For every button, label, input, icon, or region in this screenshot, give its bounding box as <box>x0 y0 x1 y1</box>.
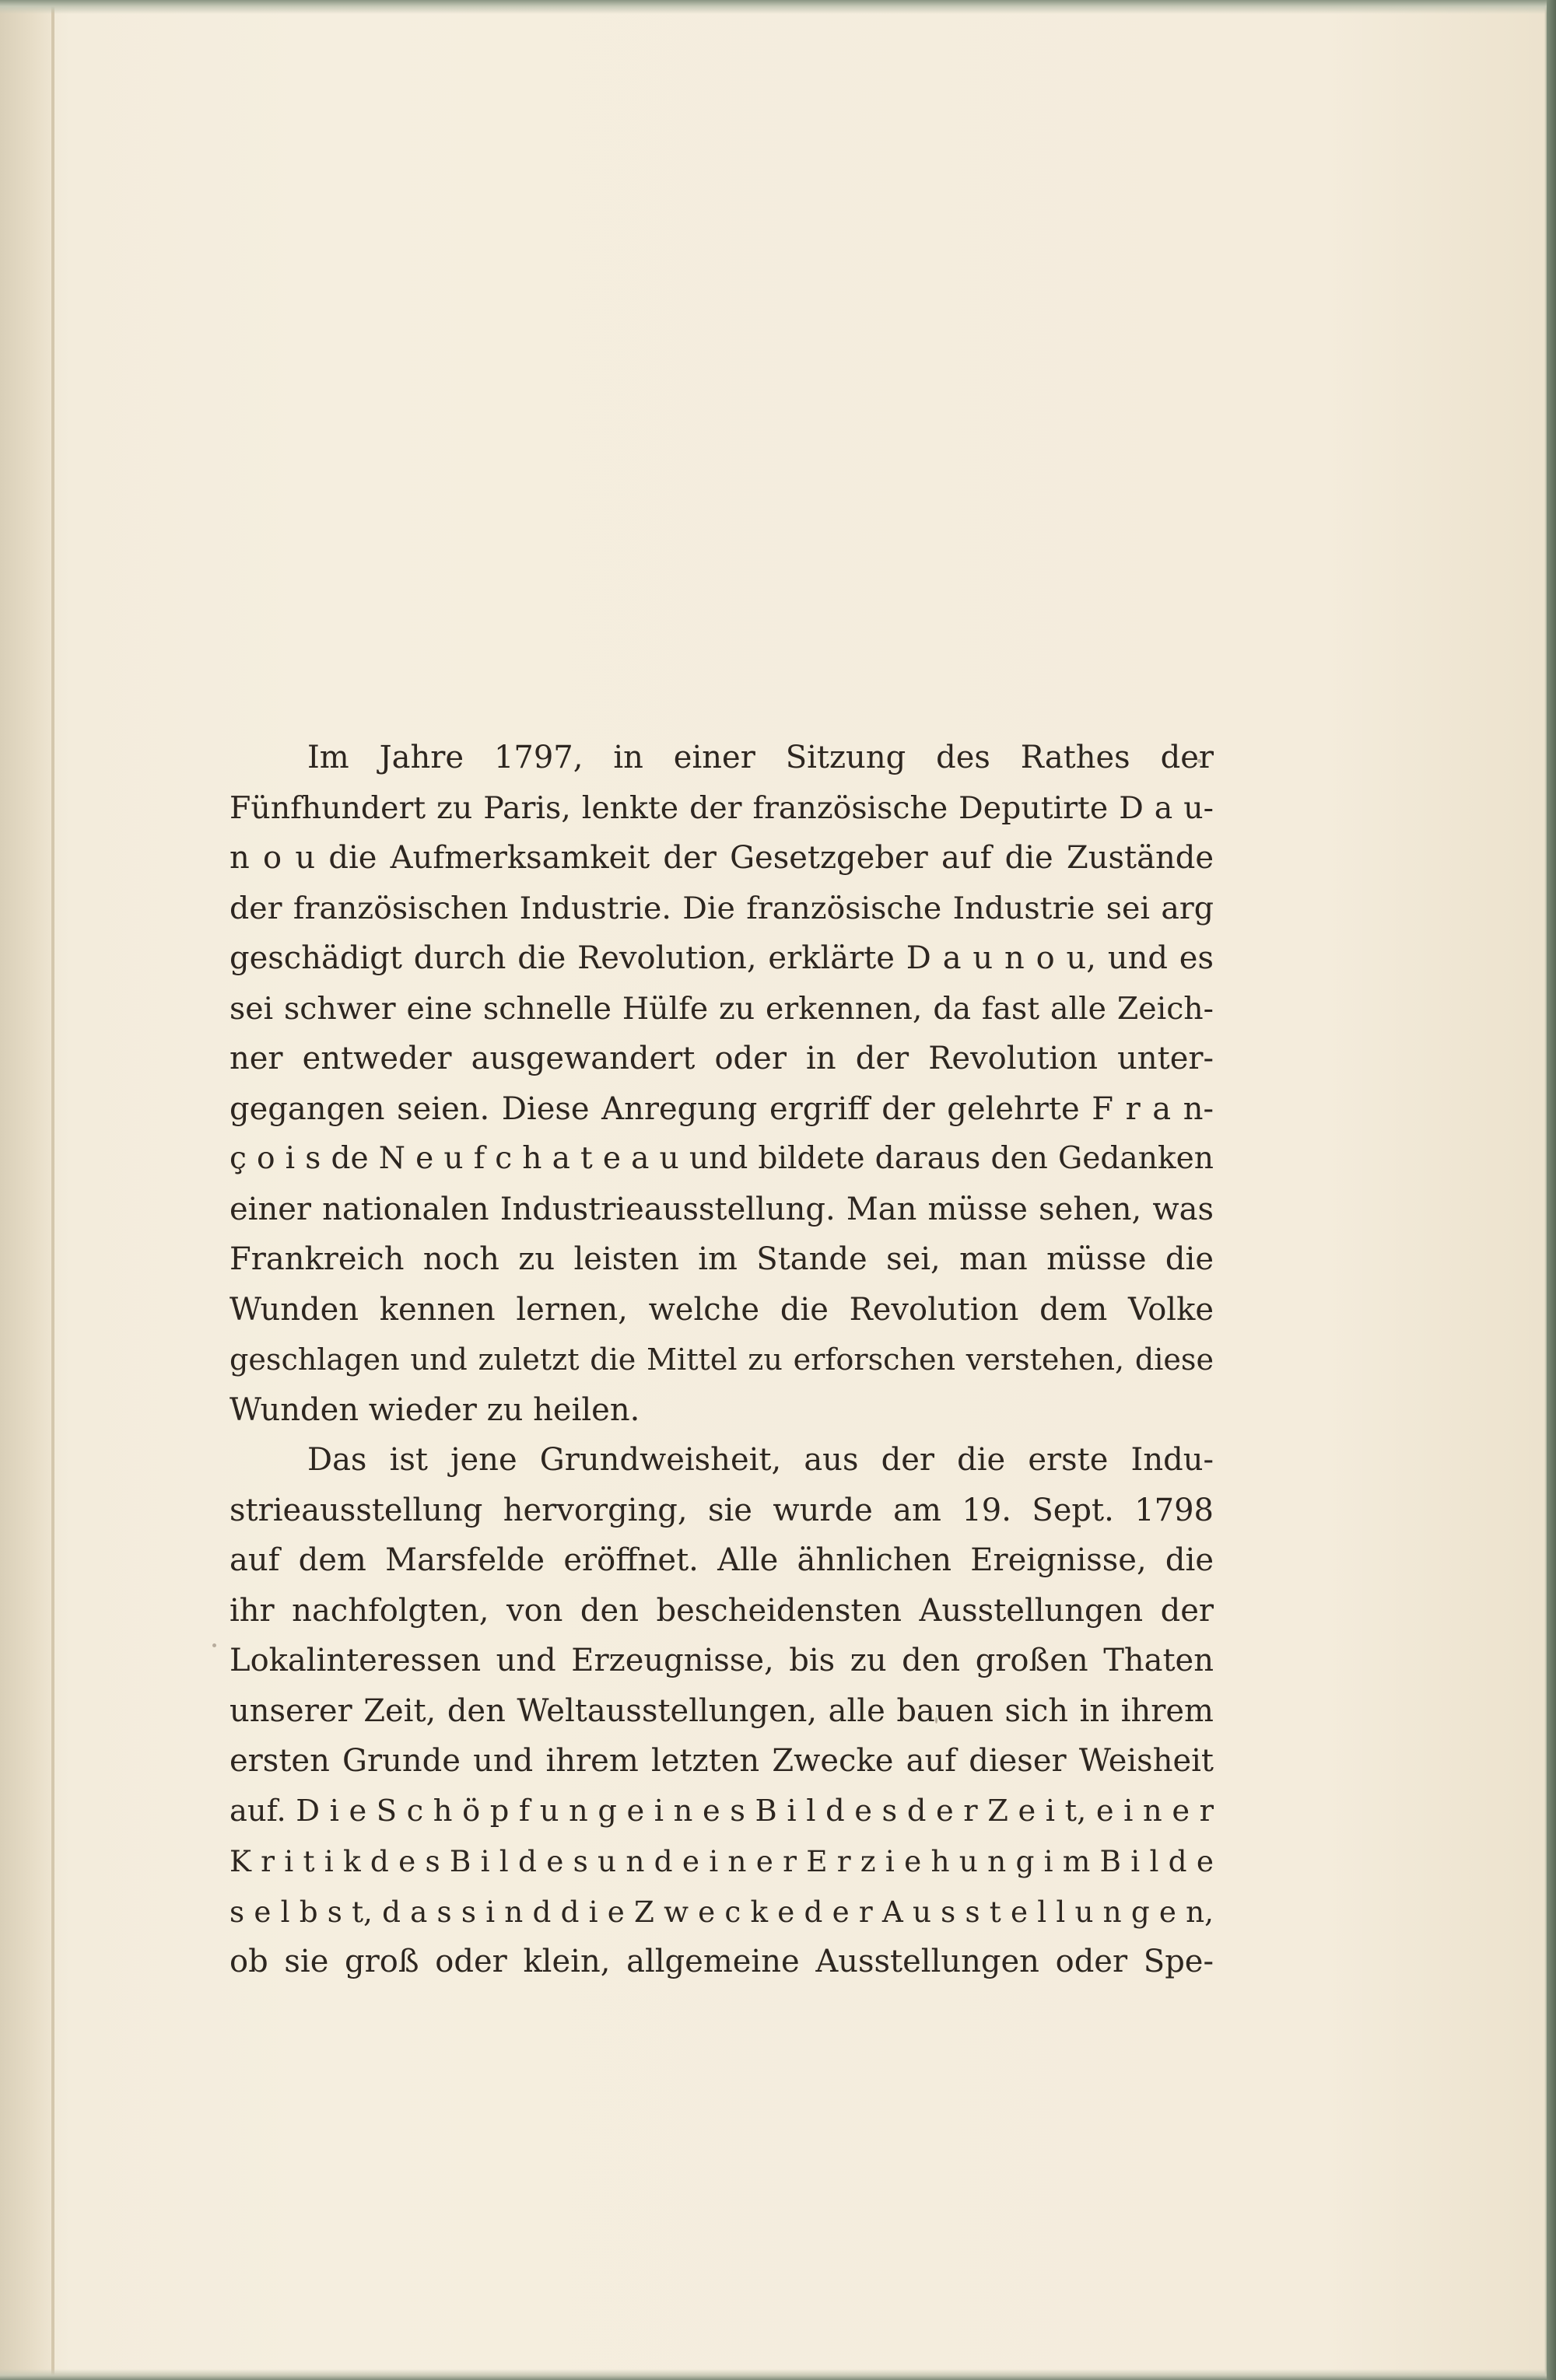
text-line: ob sie groß oder klein, allgemeine Ausstellungen oder Spe- <box>230 1944 1214 1979</box>
text-line: ihr nachfolgten, von den bescheidensten Ausstellungen der <box>230 1592 1214 1629</box>
text-line: Fünfhundert zu Paris, lenkte der französische Deputirte D a u- <box>230 789 1214 826</box>
text-line: strieausstellung hervorging, sie wurde am 19. Sept. 1798 <box>230 1492 1214 1528</box>
text-line: Wunden wieder zu heilen. <box>230 1391 640 1428</box>
paragraph-1 <box>230 733 1214 1435</box>
text-line: ç o i s de N e u f c h a t e a u und bildete daraus den Gedanken <box>230 1141 1214 1176</box>
text-line: Im Jahre 1797, in einer Sitzung des Rathes der <box>307 740 1214 775</box>
text-line: gegangen seien. Diese Anregung ergriff der gelehrte F r a n- <box>230 1090 1214 1127</box>
text-line: geschlagen und zuletzt die Mittel zu erforschen verstehen, diese <box>230 1342 1214 1377</box>
text-line: unserer Zeit, den Weltausstellungen, alle bauen sich in ihrem <box>230 1692 1214 1729</box>
text-line: ner entweder ausgewandert oder in der Revolution unter- <box>230 1041 1214 1076</box>
text-line: sei schwer eine schnelle Hülfe zu erkennen, da fast alle Zeich- <box>230 990 1214 1027</box>
top-cover-edge <box>0 0 1556 14</box>
text-line: Lokalinteressen und Erzeugnisse, bis zu den großen Thaten <box>230 1643 1214 1678</box>
text-line: Wunden kennen lernen, welche die Revolution dem Volke <box>230 1291 1214 1328</box>
text-line: geschädigt durch die Revolution, erklärte D a u n o u, und es <box>230 940 1214 976</box>
text-line: s e l b s t, d a s s i n d d i e Z w e c k e d e r A u s s t e l l u n g e n, <box>230 1894 1214 1929</box>
text-line: auf dem Marsfelde eröffnet. Alle ähnlichen Ereignisse, die <box>230 1542 1214 1578</box>
bottom-cover-edge <box>0 2369 1556 2380</box>
page-gutter-shadow <box>51 0 54 2380</box>
paper-speck <box>212 1643 216 1647</box>
text-line: auf. D i e S c h ö p f u n g e i n e s B i l d e s d e r Z e i t, e i n e r <box>230 1793 1214 1829</box>
body-text <box>230 733 1214 1987</box>
text-line: n o u die Aufmerksamkeit der Gesetzgeber auf die Zustände <box>230 840 1214 876</box>
text-line: K r i t i k d e s B i l d e s u n d e i n e r E r z i e h u n g i m B i l d e <box>230 1844 1214 1878</box>
right-cover-edge <box>1547 0 1556 2380</box>
text-line: ersten Grunde und ihrem letzten Zwecke auf dieser Weisheit <box>230 1743 1214 1779</box>
text-line: einer nationalen Industrieausstellung. Man müsse sehen, was <box>230 1191 1214 1227</box>
text-line: der französischen Industrie. Die französische Industrie sei arg <box>230 890 1214 926</box>
paragraph-2 <box>230 1435 1214 1987</box>
text-line: Frankreich noch zu leisten im Stande sei, man müsse die <box>230 1241 1214 1277</box>
binding-edge <box>0 0 54 2380</box>
text-line: Das ist jene Grundweisheit, aus der die erste Indu- <box>307 1442 1214 1478</box>
